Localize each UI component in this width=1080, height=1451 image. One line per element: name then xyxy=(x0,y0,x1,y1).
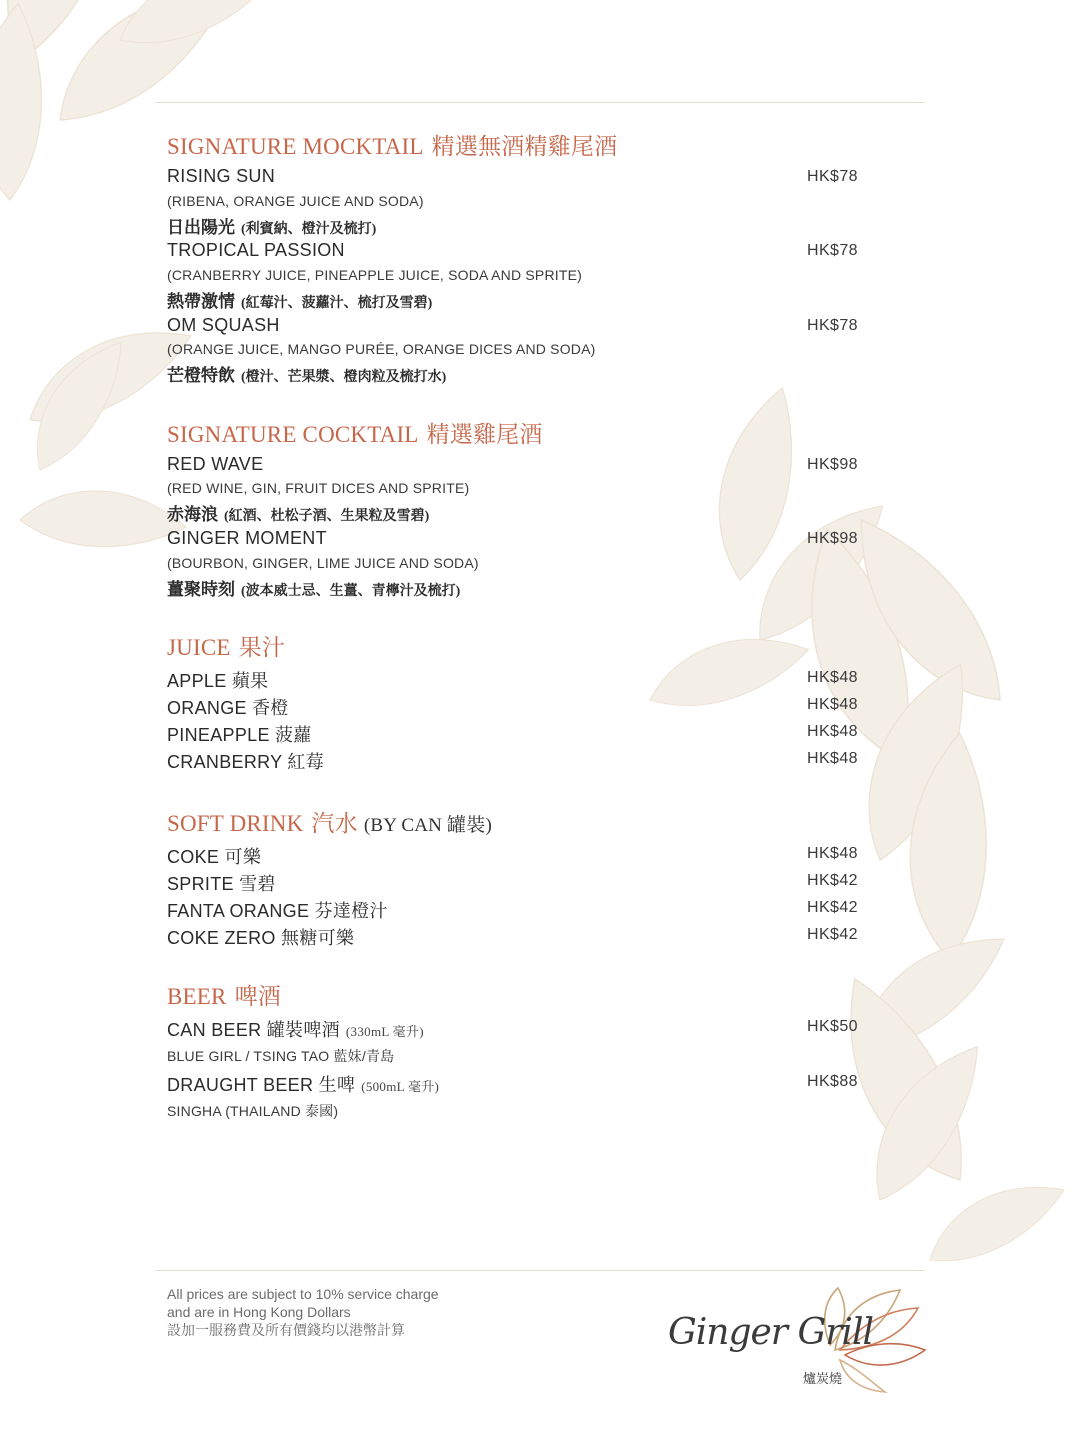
item-price: HK$78 xyxy=(807,242,858,259)
item-cn-title: 芒橙特飲 xyxy=(167,366,235,385)
section-title-cn: 啤酒 xyxy=(234,984,281,1009)
item-price: HK$48 xyxy=(807,750,858,767)
item-description: (RED WINE, GIN, FRUIT DICES AND SPRITE) xyxy=(167,480,470,496)
item-cn-title: 赤海浪 xyxy=(167,505,218,524)
section-title-cn: 果汁 xyxy=(238,635,286,660)
footer-line: All prices are subject to 10% service charge xyxy=(167,1286,439,1302)
item-name-cn xyxy=(167,287,432,312)
item-price: HK$98 xyxy=(807,530,858,547)
footer-line-cn: 設加一服務費及所有價錢均以港幣計算 xyxy=(167,1322,405,1338)
item-name: CRANBERRY 紅莓 xyxy=(167,752,324,772)
beer-name: DRAUGHT BEER 生啤 xyxy=(167,1075,356,1095)
item-price: HK$48 xyxy=(807,845,858,862)
item-price: HK$50 xyxy=(807,1018,858,1035)
item-name-cn xyxy=(167,213,376,238)
item-name: RED WAVE xyxy=(167,454,264,474)
item-name: COKE 可樂 xyxy=(167,847,262,867)
item-price: HK$48 xyxy=(807,669,858,686)
item-cn-title: 日出陽光 xyxy=(167,218,235,237)
section-title-soft-drink xyxy=(167,805,492,838)
item-price: HK$88 xyxy=(807,1073,858,1090)
item-price: HK$42 xyxy=(807,899,858,916)
item-price: HK$78 xyxy=(807,168,858,185)
item-cn-title: 熱帶激情 xyxy=(167,292,235,311)
item-name: RISING SUN xyxy=(167,166,276,186)
item-cn-description: (紅酒、杜松子酒、生果粒及雪碧) xyxy=(224,509,430,524)
beer-size: (330mL 毫升) xyxy=(345,1024,424,1039)
section-title-juice xyxy=(167,629,285,662)
item-cn-description: (橙汁、芒果漿、橙肉粒及梳打水) xyxy=(241,370,447,385)
item-price: HK$78 xyxy=(807,317,858,334)
item-name xyxy=(167,1016,424,1042)
section-title-note: (BY CAN 罐裝) xyxy=(363,815,492,836)
logo-chinese-name: 爐炭燒 xyxy=(803,1371,843,1386)
service-charge-note xyxy=(167,1285,439,1339)
item-price: HK$98 xyxy=(807,456,858,473)
section-title-beer xyxy=(167,978,281,1011)
beer-brands: BLUE GIRL / TSING TAO 藍妹/青島 xyxy=(167,1048,395,1064)
section-title-mocktail xyxy=(167,128,617,161)
footer-line: and are in Hong Kong Dollars xyxy=(167,1304,351,1320)
item-price: HK$48 xyxy=(807,723,858,740)
item-cn-description: (波本威士忌、生薑、青檸汁及梳打) xyxy=(241,584,461,599)
item-price: HK$42 xyxy=(807,872,858,889)
section-title-cn: 精選雞尾酒 xyxy=(426,422,543,447)
item-name: COKE ZERO 無糖可樂 xyxy=(167,928,355,948)
section-title-cn: 汽水 xyxy=(311,811,358,836)
section-title-en: BEER xyxy=(167,984,227,1009)
section-title-cocktail xyxy=(167,416,543,449)
section-title-en: SOFT DRINK xyxy=(167,811,304,836)
section-title-en: SIGNATURE COCKTAIL xyxy=(167,422,419,447)
logo-wordmark: Ginger Grill xyxy=(668,1312,873,1353)
item-cn-description: (紅莓汁、菠蘿汁、梳打及雪碧) xyxy=(241,296,433,311)
item-price: HK$42 xyxy=(807,926,858,943)
item-name: SPRITE 雪碧 xyxy=(167,874,276,894)
item-name-cn xyxy=(167,361,446,386)
item-name-cn xyxy=(167,575,460,600)
item-name-cn xyxy=(167,500,429,525)
item-price: HK$48 xyxy=(807,696,858,713)
item-cn-description: (利賓納、橙汁及梳打) xyxy=(241,222,377,237)
section-title-en: SIGNATURE MOCKTAIL xyxy=(167,134,424,159)
item-cn-title: 薑聚時刻 xyxy=(167,580,235,599)
footer-divider xyxy=(155,1270,925,1271)
item-name: OM SQUASH xyxy=(167,315,280,335)
section-title-cn: 精選無酒精雞尾酒 xyxy=(431,134,618,159)
top-divider xyxy=(155,102,925,103)
item-name: PINEAPPLE 菠蘿 xyxy=(167,725,312,745)
beer-brands: SINGHA (THAILAND 泰國) xyxy=(167,1103,339,1119)
item-description: (BOURBON, GINGER, LIME JUICE AND SODA) xyxy=(167,555,479,571)
item-name: APPLE 蘋果 xyxy=(167,671,269,691)
item-description: (ORANGE JUICE, MANGO PURÉE, ORANGE DICES AND SODA) xyxy=(167,341,596,357)
item-description: (CRANBERRY JUICE, PINEAPPLE JUICE, SODA AND SPRITE) xyxy=(167,267,583,283)
section-title-en: JUICE xyxy=(167,635,231,660)
item-name: FANTA ORANGE 芬達橙汁 xyxy=(167,901,388,921)
item-name: TROPICAL PASSION xyxy=(167,240,345,260)
beer-size: (500mL 毫升) xyxy=(361,1079,440,1094)
item-name xyxy=(167,1071,439,1097)
item-name: ORANGE 香橙 xyxy=(167,698,289,718)
beer-name: CAN BEER 罐裝啤酒 xyxy=(167,1020,340,1040)
item-description: (RIBENA, ORANGE JUICE AND SODA) xyxy=(167,193,424,209)
item-name: GINGER MOMENT xyxy=(167,528,327,548)
